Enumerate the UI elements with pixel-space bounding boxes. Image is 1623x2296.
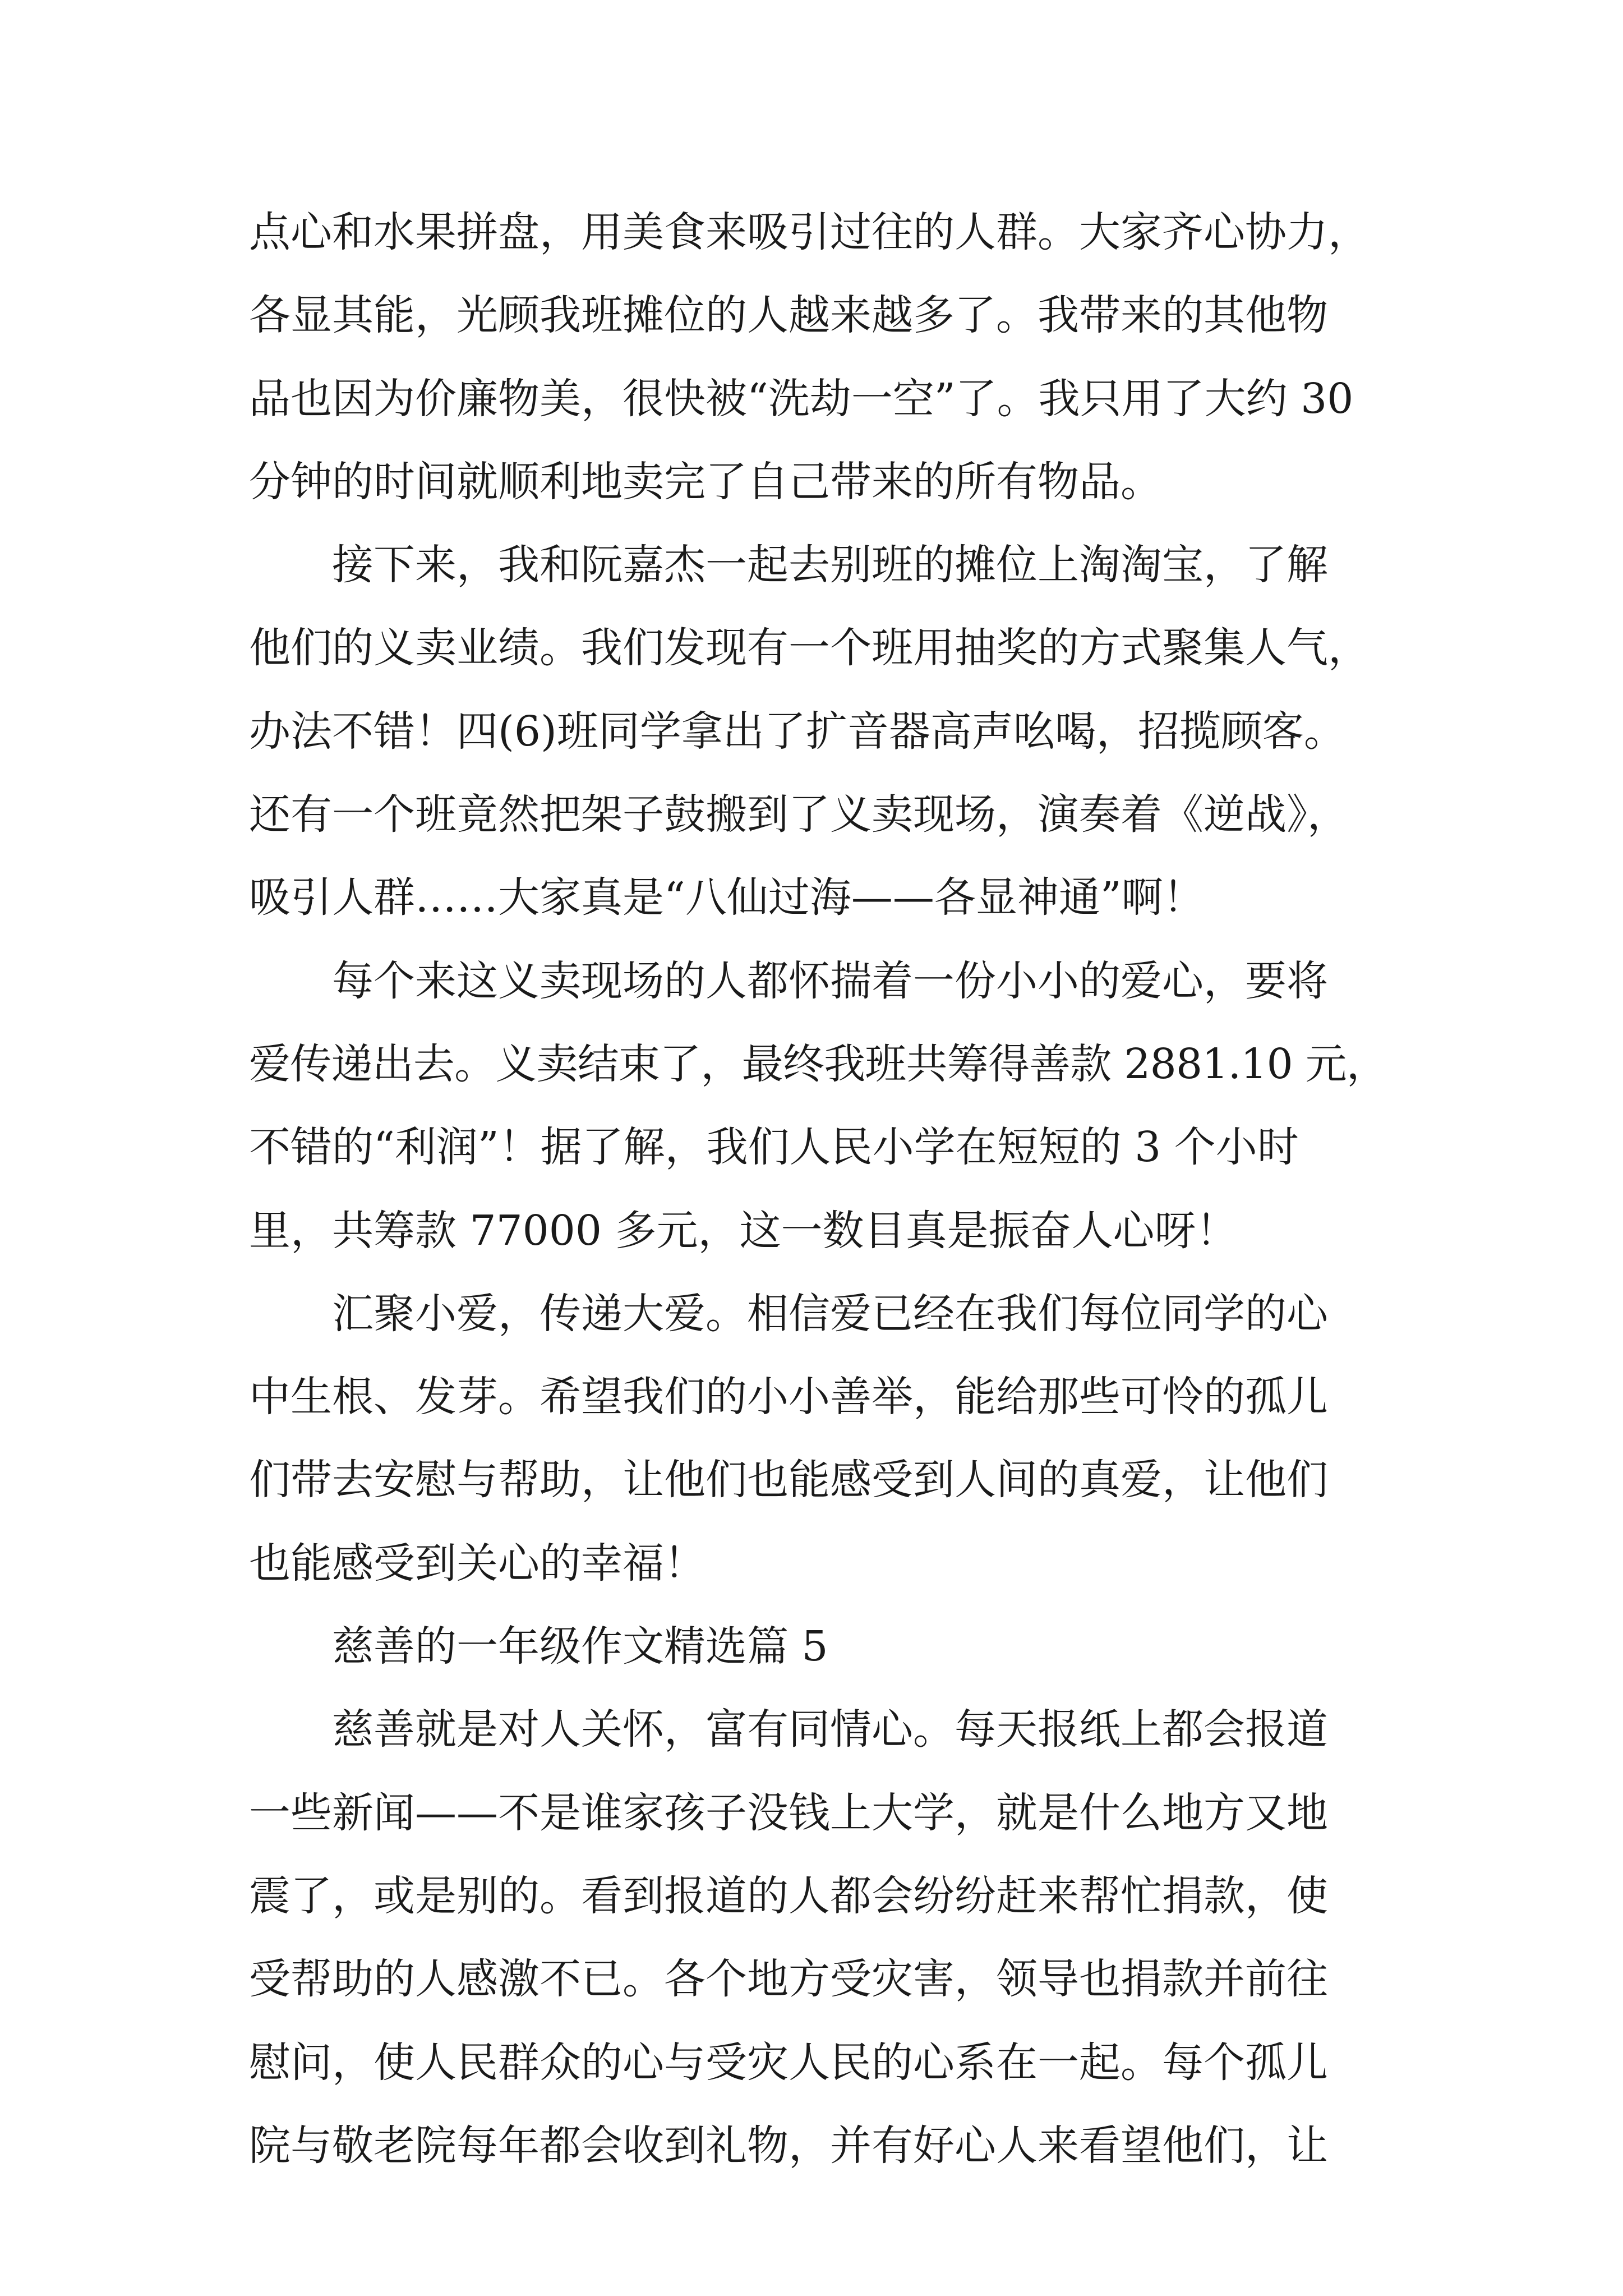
text-line: 震了，或是别的。看到报道的人都会纷纷赶来帮忙捐款，使 [249, 1871, 1328, 1920]
text-line: 也能感受到关心的幸福！ [249, 1539, 706, 1588]
text-line: 汇聚小爱，传递大爱。相信爱已经在我们每位同学的心 [332, 1289, 1328, 1338]
text-line: 各显其能，光顾我班摊位的人越来越多了。我带来的其他物 [249, 291, 1328, 340]
body-text [249, 191, 1387, 2187]
text-line: 点心和水果拼盘，用美食来吸引过往的人群。大家齐心协力， [249, 208, 1370, 256]
text-line: 院与敬老院每年都会收到礼物，并有好心人来看望他们，让 [249, 2121, 1328, 2170]
text-line: 每个来这义卖现场的人都怀揣着一份小小的爱心，要将 [332, 956, 1328, 1005]
text-line: 里，共筹款 77000 多元，这一数目真是振奋人心呀！ [249, 1206, 1238, 1255]
text-line: 中生根、发芽。希望我们的小小善举，能给那些可怜的孤儿 [249, 1373, 1328, 1421]
text-line: 一些新闻——不是谁家孩子没钱上大学，就是什么地方又地 [249, 1788, 1328, 1837]
text-line: 接下来，我和阮嘉杰一起去别班的摊位上淘淘宝，了解 [332, 541, 1328, 590]
text-line: 办法不错！四(6)班同学拿出了扩音器高声吆喝，招揽顾客。 [249, 707, 1345, 756]
text-line: 们带去安慰与帮助，让他们也能感受到人间的真爱，让他们 [249, 1456, 1328, 1504]
text-line: 分钟的时间就顺利地卖完了自己带来的所有物品。 [249, 457, 1162, 506]
text-line: 吸引人群……大家真是“八仙过海——各显神通”啊！ [249, 873, 1205, 922]
text-line: 他们的义卖业绩。我们发现有一个班用抽奖的方式聚集人气， [249, 624, 1370, 673]
text-line: 品也因为价廉物美，很快被“洗劫一空”了。我只用了大约 30 [249, 374, 1354, 423]
text-line: 受帮助的人感激不已。各个地方受灾害，领导也捐款并前往 [249, 1955, 1328, 2004]
text-line: 慰问，使人民群众的心与受灾人民的心系在一起。每个孤儿 [249, 2038, 1328, 2087]
text-line: 还有一个班竟然把架子鼓搬到了义卖现场，演奏着《逆战》， [249, 790, 1349, 839]
text-line: 爱传递出去。义卖结束了，最终我班共筹得善款 2881.10 元， [249, 1039, 1387, 1088]
text-line: 不错的“利润”！据了解，我们人民小学在短短的 3 个小时 [249, 1123, 1299, 1172]
text-line: 慈善就是对人关怀，富有同情心。每天报纸上都会报道 [332, 1705, 1328, 1754]
text-line: 慈善的一年级作文精选篇 5 [332, 1622, 828, 1671]
